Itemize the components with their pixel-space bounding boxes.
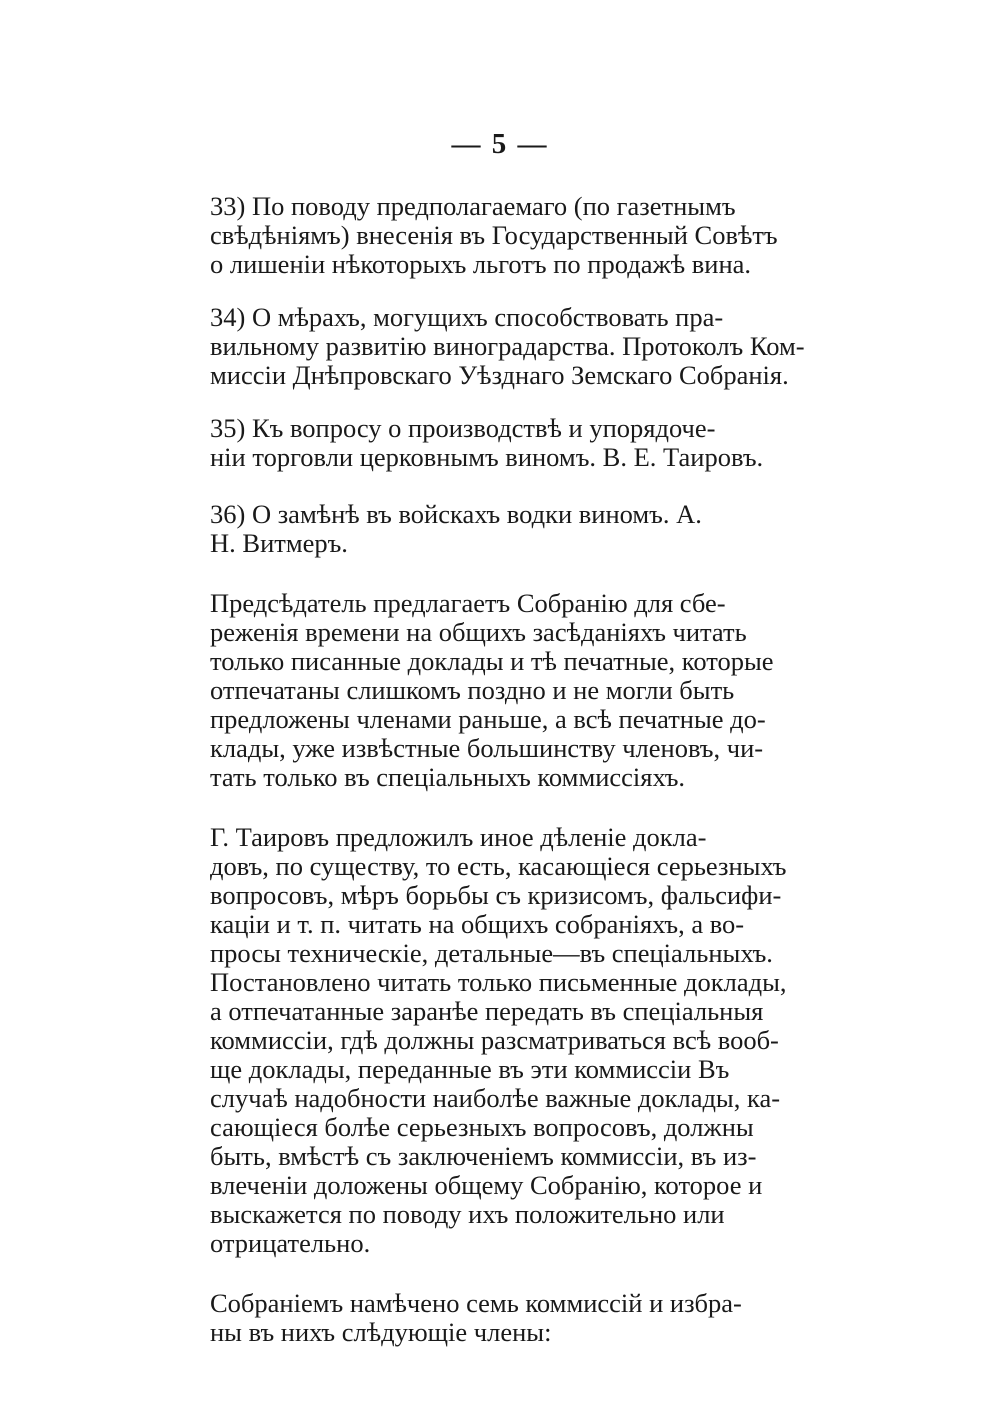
text-line: миссіи Днѣпровскаго Уѣзднаго Земскаго Собранія.: [210, 360, 789, 390]
text-line: Собраніемъ намѣчено семь коммиссій и избра-: [210, 1288, 742, 1318]
list-item-33: [152, 192, 849, 279]
text-line: 36) О замѣнѣ въ войскахъ водки виномъ. А.: [210, 499, 702, 529]
text-line: довъ, по существу, то есть, касающіеся серьезныхъ: [210, 851, 787, 881]
text-line: 34) О мѣрахъ, могущихъ способствовать пра-: [210, 302, 724, 332]
list-item-35: [152, 414, 849, 472]
text-line: коммиссіи, гдѣ должны разсматриваться всѣ вооб-: [210, 1025, 779, 1055]
text-line: а отпечатанные заранѣе передать въ спеціальныя: [210, 996, 764, 1026]
text-line: вопросовъ, мѣръ борьбы съ кризисомъ, фальсифи-: [210, 880, 782, 910]
text-line: свѣдѣніямъ) внесенія въ Государственный Совѣтъ: [210, 220, 778, 250]
text-line: отпечатаны слишкомъ поздно и не могли быть: [210, 675, 735, 705]
text-line: вильному развитію виноградарства. Протоколъ Ком-: [210, 331, 805, 361]
paragraph-commissions: [152, 1289, 849, 1347]
text-line: Предсѣдатель предлагаетъ Собранію для сбе-: [210, 588, 726, 618]
text-line: предложены членами раньше, а всѣ печатные до-: [210, 704, 766, 734]
text-line: Н. Витмеръ.: [210, 528, 348, 558]
text-line: о лишеніи нѣкоторыхъ льготъ по продажѣ вина.: [210, 249, 752, 279]
text-line: Постановлено читать только письменные доклады,: [210, 967, 787, 997]
text-line: каціи и т. п. читать на общихъ собраніяхъ, а во-: [210, 909, 745, 939]
text-line: случаѣ надобности наиболѣе важные доклады, ка-: [210, 1083, 781, 1113]
text-line: только писанные доклады и тѣ печатные, которые: [210, 646, 774, 676]
list-item-36: [152, 500, 849, 558]
text-line: сающіеся болѣе серьезныхъ вопросовъ, должны: [210, 1112, 754, 1142]
text-line: тать только въ спеціальныхъ коммиссіяхъ.: [210, 762, 686, 792]
paragraph-chairman-proposal: [152, 589, 849, 792]
text-line: Г. Таировъ предложилъ иное дѣленіе докла-: [210, 822, 707, 852]
list-item-34: [152, 303, 849, 390]
text-line: клады, уже извѣстные большинству членовъ, чи-: [210, 733, 764, 763]
paragraph-tairov-proposal: [152, 823, 849, 1258]
text-line: просы техническіе, детальные—въ спеціальныхъ.: [210, 938, 773, 968]
text-line: выскажется по поводу ихъ положительно или: [210, 1199, 725, 1229]
text-line: отрицательно.: [210, 1228, 371, 1258]
text-line: быть, вмѣстѣ съ заключеніемъ коммиссіи, въ из-: [210, 1141, 757, 1171]
text-line: влеченіи доложены общему Собранію, которое и: [210, 1170, 763, 1200]
page-number: — 5 —: [451, 128, 549, 160]
text-line: реженія времени на общихъ засѣданіяхъ читать: [210, 617, 747, 647]
page-content: [152, 192, 849, 1347]
text-line: ще доклады, переданные въ эти коммиссіи Въ: [210, 1054, 730, 1084]
text-line: ны въ нихъ слѣдующіе члены:: [210, 1317, 552, 1347]
text-line: ніи торговли церковнымъ виномъ. В. Е. Таировъ.: [210, 442, 764, 472]
text-line: 35) Къ вопросу о производствѣ и упорядоче-: [210, 413, 716, 443]
text-line: 33) По поводу предполагаемаго (по газетнымъ: [210, 191, 736, 221]
